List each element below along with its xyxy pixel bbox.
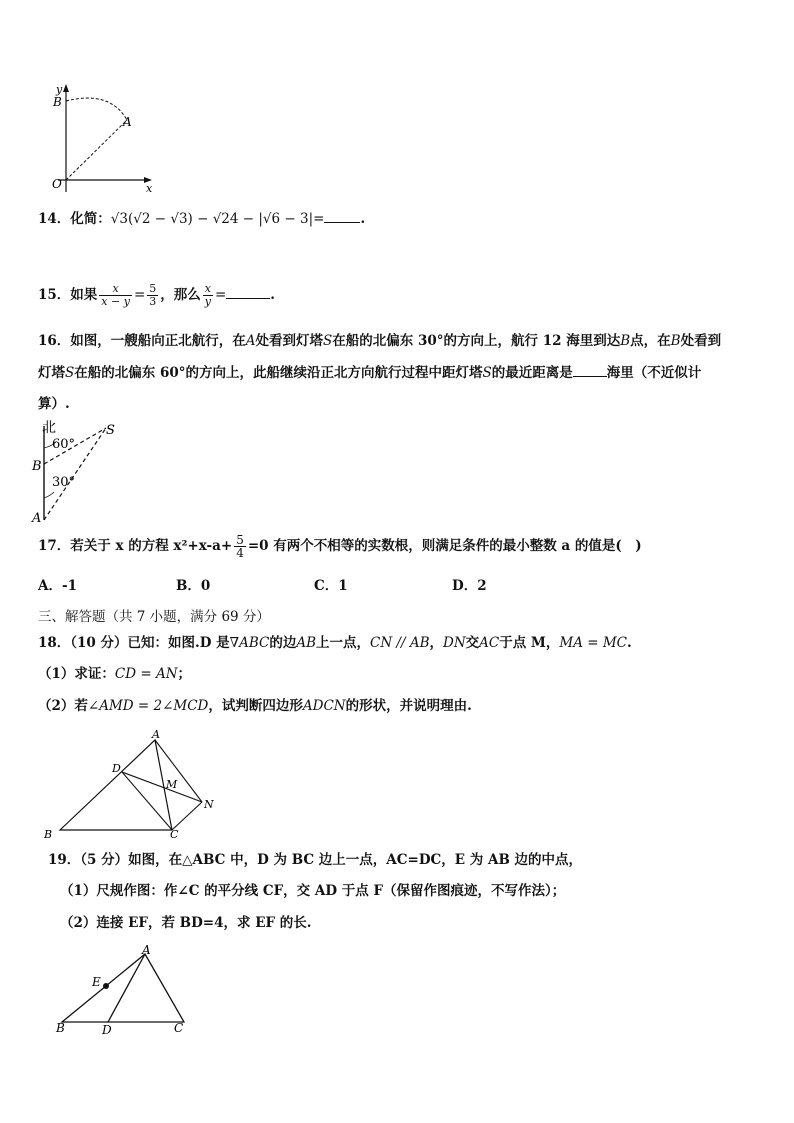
point-c-label: C (174, 1021, 184, 1035)
point-a-label: A (152, 728, 160, 741)
point-s: S (65, 365, 75, 381)
text: 的边 (269, 635, 297, 651)
point-a-label: A (142, 943, 151, 957)
question-17 (38, 526, 642, 566)
fraction-denominator: 3 (149, 295, 157, 308)
point-b-label: B (44, 828, 53, 840)
fraction-x-over-y (203, 283, 213, 308)
fraction-5-over-3 (147, 283, 158, 308)
fraction-numerator: 5 (236, 533, 244, 547)
text: （2）若 (38, 698, 88, 714)
fraction-denominator: x − y (101, 295, 130, 308)
math: ∠AMD = 2∠MCD (87, 698, 209, 714)
text: 处看到灯塔 (255, 333, 324, 349)
point-c-label: C (170, 828, 179, 840)
math: AC (479, 635, 500, 651)
equals-sign: = (133, 287, 146, 303)
question-14-period: . (360, 211, 366, 227)
origin-label: O (52, 177, 62, 191)
point-a-label: A (123, 115, 132, 129)
point-b-label: B (56, 1021, 65, 1035)
question-18-part-1 (38, 665, 191, 683)
fraction-numerator: x (99, 283, 132, 296)
point-a: A (245, 333, 256, 349)
fraction-x-over-x-minus-y (99, 283, 132, 308)
answer-blank (226, 298, 270, 299)
text: 海里（不近似计 (606, 365, 702, 381)
question-14-label: 14．化简： (38, 211, 111, 227)
equals-sign: = (214, 287, 227, 303)
answer-blank (573, 376, 607, 377)
text: =0 有两个不相等的实数根，则满足条件的最小整数 a 的值是( ) (247, 538, 642, 554)
question-15-connector: ，那么 (160, 287, 201, 303)
fraction-denominator: 4 (236, 546, 244, 560)
point-b-label: B (32, 459, 42, 474)
point-b: B (620, 333, 631, 349)
text: 处看到 (680, 333, 722, 349)
angle-30-label: 30° (52, 475, 76, 490)
point-d-label: D (102, 1023, 112, 1036)
option-a[interactable]: A．-1 (38, 578, 77, 594)
point-n-label: N (204, 798, 214, 811)
option-c[interactable]: C．1 (314, 578, 348, 594)
question-16-line-3: 算）. (38, 396, 70, 412)
fraction-5-over-4 (234, 534, 246, 559)
point-s-label: S (106, 423, 115, 438)
math: ∇ABC (229, 635, 270, 651)
text: 在船的北偏东 60°的方向上，此船继续沿正北方向航行过程中距灯塔 (74, 365, 483, 381)
question-15-label: 15．如果 (38, 287, 98, 303)
text: 16．如图，一艘船向正北航行，在 (38, 333, 246, 349)
text: . (627, 635, 632, 651)
text: （1）求证： (38, 666, 115, 682)
text: ，试判断四边形 (208, 698, 303, 714)
question-15-period: . (270, 287, 275, 303)
text: 17．若关于 x 的方程 x²+x-a+ (38, 538, 233, 554)
question-16-line-2 (38, 364, 701, 382)
text: 灯塔 (38, 365, 65, 381)
text: 的最近距离是 (491, 365, 573, 381)
question-14 (38, 210, 365, 228)
question-18-part-2 (38, 697, 472, 715)
point-m-label: M (166, 778, 178, 791)
text: ， (429, 635, 443, 651)
question-18 (38, 634, 632, 652)
option-d[interactable]: D．2 (452, 578, 487, 594)
fraction-denominator: y (204, 295, 211, 308)
answer-blank (324, 222, 360, 223)
option-b[interactable]: B．0 (176, 578, 211, 594)
point-d-label: D (112, 762, 121, 775)
text: 上一点， (316, 635, 370, 651)
math: ADCN (302, 698, 346, 714)
section-heading: 三、解答题（共 7 小题，满分 69 分） (38, 609, 270, 625)
math: CN // AB (370, 635, 430, 651)
question-15 (38, 275, 275, 315)
text: 交 (465, 635, 480, 651)
point-a-label: A (32, 511, 42, 526)
question-14-expression: √3(√2 − √3) − √24 − |√6 − 3|= (110, 211, 325, 227)
fraction-numerator: x (204, 282, 211, 295)
point-s: S (323, 333, 333, 349)
text: ； (177, 666, 192, 682)
text: 的形状，并说明理由. (345, 698, 472, 714)
figure-19-triangle (52, 940, 192, 1036)
x-axis-label: x (146, 182, 153, 195)
fraction-numerator: 5 (149, 282, 157, 295)
math: DN (443, 635, 466, 651)
question-19-part-1: （1）尺规作图：作∠C 的平分线 CF，交 AD 于点 F（保留作图痕迹，不写作法）； (60, 883, 566, 899)
y-axis-label: y (56, 83, 63, 96)
text: 于点 M， (499, 635, 560, 651)
point-b-label: B (53, 95, 62, 109)
text: 在船的北偏东 30°的方向上，航行 12 海里到达 (332, 333, 621, 349)
math: CD = AN (114, 666, 178, 682)
figure-13-coordinate-sketch (40, 80, 170, 198)
math: MA = MC (559, 635, 628, 651)
question-19: 19．（5 分）如图，在△ABC 中，D 为 BC 边上一点，AC=DC，E 为 AB 边的中点， (48, 852, 583, 868)
question-16-line-1 (38, 332, 721, 350)
point-e-label: E (92, 975, 101, 989)
angle-60-label: 60° (52, 437, 76, 452)
figure-18-triangle (36, 726, 226, 840)
point-s: S (482, 365, 492, 381)
text: 点，在 (630, 333, 671, 349)
point-b: B (670, 333, 681, 349)
north-label: 北 (42, 420, 56, 436)
math: AB (296, 635, 316, 651)
figure-16-lighthouse (30, 418, 130, 526)
question-19-part-2: （2）连接 EF，若 BD=4，求 EF 的长. (60, 915, 312, 931)
text: 18．（10 分）已知：如图.D 是 (38, 635, 230, 651)
